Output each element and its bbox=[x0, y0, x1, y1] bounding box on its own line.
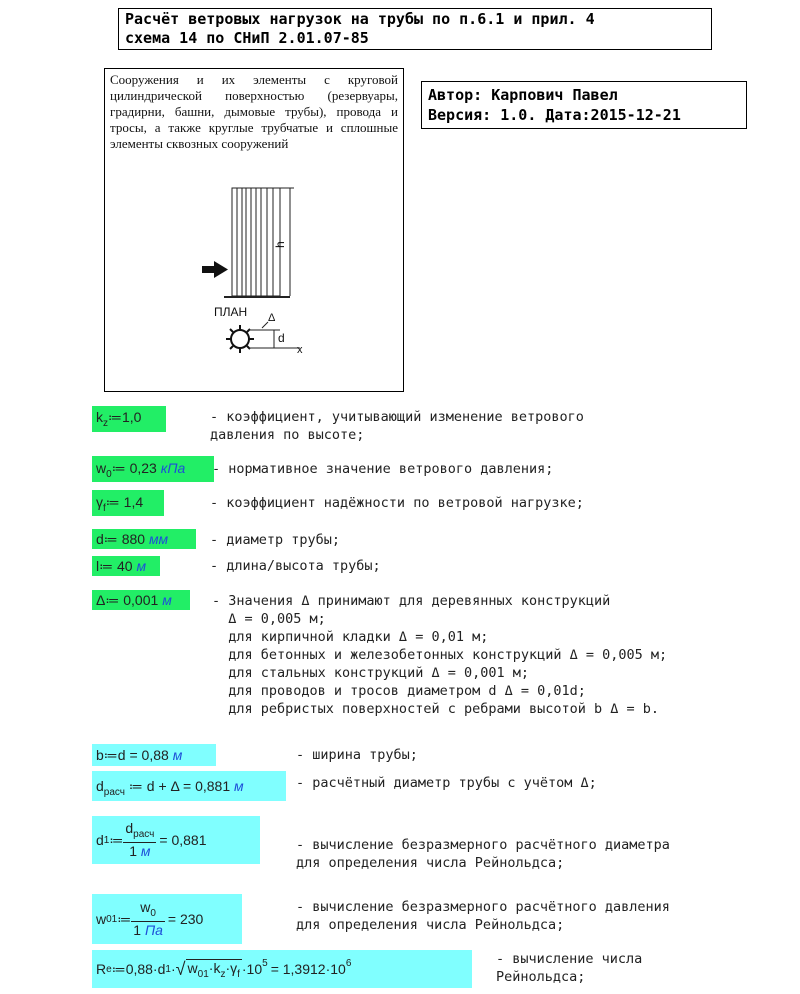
w0-input[interactable] bbox=[92, 456, 214, 482]
b-description: - ширина трубы; bbox=[296, 747, 418, 763]
delta-value: 0,001 bbox=[123, 592, 159, 608]
l-value: 40 bbox=[117, 558, 133, 574]
w01-result: = 230 bbox=[167, 911, 204, 927]
kz-symbol: k bbox=[96, 409, 103, 425]
w0-op: ≔ bbox=[111, 460, 126, 476]
l-unit: м bbox=[136, 558, 147, 574]
kz-input[interactable] bbox=[92, 406, 166, 432]
l-op: ≔ bbox=[99, 558, 114, 574]
w0-value: 0,23 bbox=[129, 460, 157, 476]
b-result: = 0,88 bbox=[129, 747, 169, 763]
d1-den-value: 1 bbox=[129, 843, 138, 860]
d1-num-subscript: расч bbox=[133, 828, 155, 840]
author-line: Автор: Карпович Павел bbox=[428, 86, 618, 104]
d-value: 880 bbox=[121, 531, 146, 547]
kz-subscript: z bbox=[103, 417, 108, 429]
w01-subscript: 01 bbox=[106, 913, 118, 925]
drasch-subscript: расч bbox=[103, 786, 126, 798]
title-line-2: схема 14 по СНиП 2.01.07-85 bbox=[125, 29, 369, 47]
w01-numerator bbox=[131, 899, 165, 923]
re-result-exp: 6 bbox=[345, 957, 352, 969]
w0-symbol: w bbox=[96, 460, 107, 476]
d1-description: - вычисление безразмерного расчётного диаметра для определения числа Рейнольдса; bbox=[296, 837, 670, 871]
re-power-exp: 5 bbox=[262, 957, 268, 969]
delta-symbol: Δ bbox=[96, 592, 106, 608]
diameter-label: d bbox=[278, 331, 285, 345]
w01-denominator bbox=[131, 922, 165, 939]
w01-symbol: w bbox=[96, 911, 107, 927]
d1-fraction bbox=[123, 820, 156, 861]
w01-description: - вычисление безразмерного расчётного давления для определения числа Рейнольдса; bbox=[296, 899, 670, 933]
drasch-unit: м bbox=[234, 778, 244, 794]
l-input[interactable] bbox=[92, 556, 160, 576]
delta-description: - Значения Δ принимают для деревянных конструкций Δ = 0,005 м; для кирпичной кладки Δ = 0,01 м; для бетонных и железобетонных конструкций Δ = 0,005 м; для стальных конструкций Δ = 0,001 м; для проводов и тросов диаметром d Δ = 0,01d; для ребристых поверхностей с ребрами высотой b Δ = b. bbox=[212, 593, 668, 717]
w01-num-symbol: w bbox=[140, 898, 151, 915]
kz-value: 1,0 bbox=[122, 409, 142, 425]
w01-op: ≔ bbox=[117, 910, 132, 927]
d1-op: ≔ bbox=[109, 831, 124, 848]
delta-input[interactable] bbox=[92, 590, 190, 610]
re-rad-k: k bbox=[213, 959, 221, 976]
re-power-base: ·10 bbox=[241, 961, 263, 977]
d1-subscript: 1 bbox=[103, 834, 110, 846]
figure-caption: Сооружения и их элементы с круговой цилиндрической поверхностью (резервуары, градирни, башни, дымовые трубы), провода и тросы, а также круглые трубчатые и сплошные элементы сквозных сооружений bbox=[110, 72, 398, 151]
re-result: = 1,3912·10 bbox=[270, 961, 346, 977]
d-unit: мм bbox=[148, 531, 169, 547]
kz-op: ≔ bbox=[108, 409, 122, 425]
w01-den-unit: Па bbox=[144, 922, 163, 939]
d-description: - диаметр трубы; bbox=[210, 532, 341, 548]
re-rad-w: w bbox=[187, 959, 198, 976]
x-axis-label: x bbox=[297, 344, 303, 356]
d1-result: = 0,881 bbox=[159, 832, 207, 848]
delta-label: Δ bbox=[268, 312, 276, 324]
gf-value: 1,4 bbox=[123, 494, 144, 510]
delta-op: ≔ bbox=[105, 592, 120, 608]
d1-symbol: d bbox=[96, 832, 104, 848]
re-coefficient-subscript: 1 bbox=[165, 963, 171, 975]
gf-description: - коэффициент надёжности по ветровой нагрузке; bbox=[210, 495, 584, 511]
d1-calc[interactable] bbox=[92, 816, 260, 864]
re-symbol: R bbox=[96, 961, 107, 977]
re-rad-k-sub: z bbox=[220, 968, 226, 980]
d-input[interactable] bbox=[92, 529, 196, 549]
w01-calc[interactable] bbox=[92, 894, 242, 944]
w0-subscript: 0 bbox=[106, 468, 112, 480]
re-rad-w-sub: 01 bbox=[197, 968, 209, 980]
b-unit: м bbox=[172, 747, 183, 763]
plan-section-icon bbox=[226, 325, 254, 353]
gf-op: ≔ bbox=[105, 494, 120, 510]
b-expression: b≔d bbox=[96, 747, 126, 763]
version-line: Версия: 1.0. Дата:2015-12-21 bbox=[428, 106, 681, 124]
re-coefficient: 0,88·d bbox=[125, 961, 166, 977]
height-label: h bbox=[273, 241, 287, 248]
d-op: ≔ bbox=[103, 531, 118, 547]
w01-num-subscript: 0 bbox=[150, 907, 156, 919]
title-box bbox=[118, 8, 712, 50]
plan-label: ПЛАН bbox=[214, 305, 248, 319]
re-subscript: e bbox=[106, 963, 112, 975]
drasch-result: = 0,881 bbox=[183, 778, 231, 794]
d1-den-unit: м bbox=[140, 843, 151, 860]
d1-num-symbol: d bbox=[125, 819, 134, 836]
drasch-calc[interactable] bbox=[92, 771, 286, 801]
gf-input[interactable] bbox=[92, 490, 164, 516]
gf-symbol: γ bbox=[96, 494, 103, 510]
drasch-expression: ≔ d + Δ bbox=[128, 778, 180, 794]
gf-subscript: f bbox=[103, 502, 106, 514]
tube-scheme-figure bbox=[104, 176, 404, 392]
kz-description: - коэффициент, учитывающий изменение ветрового давления по высоте; bbox=[210, 409, 584, 443]
title-line-1: Расчёт ветровых нагрузок на трубы по п.6.1 и прил. 4 bbox=[125, 10, 595, 28]
b-calc[interactable] bbox=[92, 744, 216, 766]
l-symbol: l bbox=[96, 558, 100, 574]
w01-den-value: 1 bbox=[133, 922, 142, 939]
diameter-dimension bbox=[249, 322, 300, 348]
wind-arrow-icon bbox=[202, 261, 228, 278]
drasch-description: - расчётный диаметр трубы с учётом Δ; bbox=[296, 775, 597, 791]
w0-unit: кПа bbox=[160, 460, 186, 476]
w0-description: - нормативное значение ветрового давления; bbox=[212, 461, 554, 477]
re-rad-g-sub: f bbox=[237, 968, 240, 980]
drasch-symbol: d bbox=[96, 778, 104, 794]
sqrt-icon: √ bbox=[175, 958, 186, 979]
re-radicand: $w_{01}\cdot k_z\cdot\gamma_f$ bbox=[187, 959, 240, 980]
d-symbol: d bbox=[96, 531, 104, 547]
re-op: ≔ bbox=[111, 960, 126, 977]
author-box bbox=[421, 81, 747, 129]
w01-fraction bbox=[131, 899, 165, 940]
re-calc[interactable] bbox=[92, 950, 472, 988]
re-description: - вычисление числа Рейнольдса; bbox=[496, 951, 643, 985]
delta-unit: м bbox=[162, 592, 172, 608]
l-description: - длина/высота трубы; bbox=[210, 558, 381, 574]
re-rad-g: γ bbox=[230, 959, 238, 976]
d1-numerator bbox=[123, 820, 156, 844]
re-dot: · bbox=[170, 961, 176, 977]
d1-denominator bbox=[123, 843, 156, 860]
